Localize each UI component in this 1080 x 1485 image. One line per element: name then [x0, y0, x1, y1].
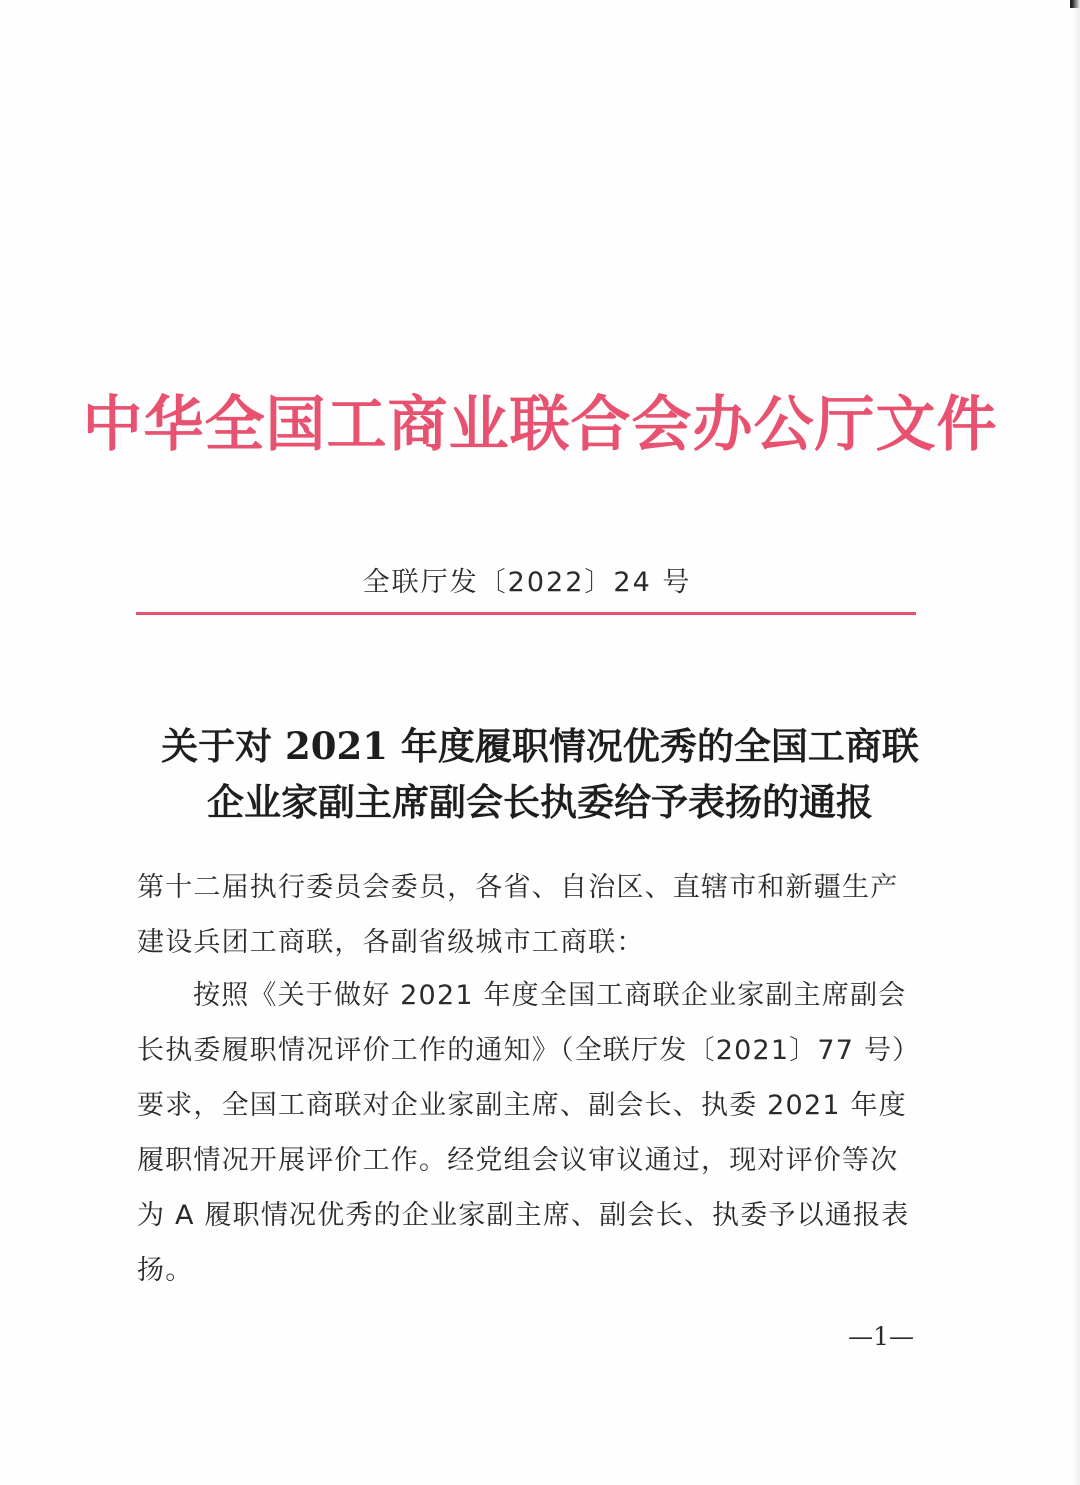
- document-title: [100, 718, 980, 830]
- header-divider: [136, 612, 916, 615]
- title-line-1: 关于对 2021 年度履职情况优秀的全国工商联: [161, 724, 919, 768]
- scan-edge-shadow: [1072, 0, 1080, 1485]
- page-number: —1—: [848, 1322, 914, 1351]
- document-header: 中华全国工商业联合会办公厅文件: [82, 390, 998, 460]
- body-paragraph: 按照《关于做好 2021 年度全国工商联企业家副主席副会长执委履职情况评价工作的通知》（全联厅发〔2021〕77 号）要求，全国工商联对企业家副主席、副会长、执委 2021 年度履职情况开展评价工作。经党组会议审议通过，现对评价等次为 A 履职情况优秀的企业家副主席、副会长、执委予以通报表扬。: [137, 980, 910, 1286]
- title-line-2: 企业家副主席副会长执委给予表扬的通报: [207, 780, 873, 824]
- document-number: 全联厅发〔2022〕24 号: [362, 567, 692, 598]
- salutation: 第十二届执行委员会委员，各省、自治区、直辖市和新疆生产建设兵团工商联，各副省级城市工商联：: [137, 872, 899, 958]
